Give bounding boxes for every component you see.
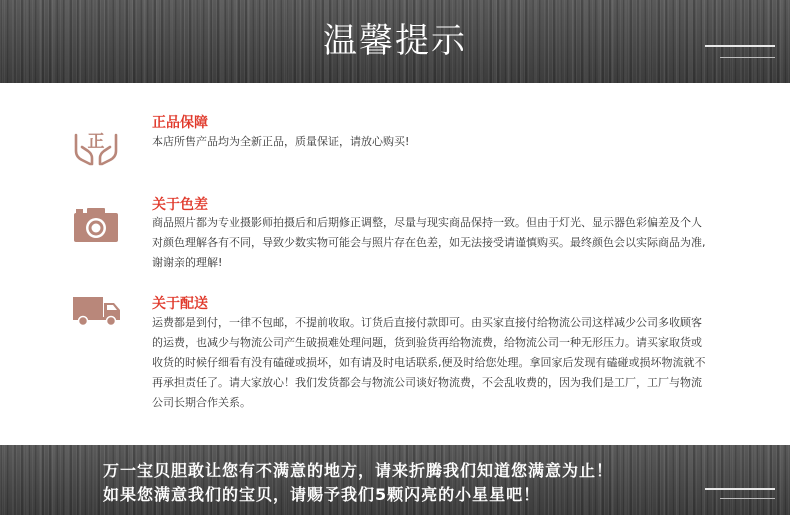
section-heading: 关于配送	[152, 296, 208, 312]
truck-icon	[72, 295, 122, 327]
body-line: 对颜色理解各有不同，导致少数实物可能会与照片存在色差，如无法接受请谨慎购买。最终颜色会以实际商品为准,	[152, 236, 706, 249]
section-heading: 关于色差	[152, 197, 208, 213]
body-line: 运费都是到付，一律不包邮，不提前收取。订货后直接付款即可。由买家直接付给物流公司这样减少公司多收顾客	[152, 316, 702, 329]
section-body	[152, 313, 777, 413]
decorative-line	[705, 488, 775, 490]
body-line: 收货的时候仔细看有没有磕碰或损坏，如有请及时电话联系,便及时给您处理。拿回家后发现有磕碰或损坏物流就不	[152, 356, 706, 369]
hands-icon	[72, 125, 120, 167]
body-line: 商品照片都为专业摄影师拍摄后和后期修正调整，尽量与现实商品保持一致。但由于灯光、显示器色彩偏差及个人	[152, 216, 702, 229]
body-line: 的运费，也减少与物流公司产生破损难处理问题，货到验货再给物流费，给物流公司一种无形压力。请买家取货或	[152, 336, 702, 349]
body-line: 再承担责任了。请大家放心！我们发货都会与物流公司谈好物流费，不会乱收费的，因为我们是工厂，工厂与物流	[152, 376, 702, 389]
decorative-line	[720, 498, 775, 499]
page-title: 温馨提示	[323, 21, 467, 61]
body-line: 公司长期合作关系。	[152, 396, 251, 409]
footer-message-line: 万一宝贝胆敢让您有不满意的地方，请来折腾我们知道您满意为止！	[103, 461, 614, 480]
decorative-line	[720, 57, 775, 58]
section-body	[152, 132, 777, 152]
decorative-line	[705, 45, 775, 47]
body-line: 本店所售产品均为全新正品，质量保证，请放心购买!	[152, 135, 410, 148]
camera-icon	[72, 206, 120, 244]
section-heading: 正品保障	[152, 115, 208, 131]
section-body	[152, 213, 777, 273]
icon-label: 正	[87, 132, 105, 152]
header-banner	[0, 0, 790, 83]
body-line: 谢谢亲的理解!	[152, 256, 223, 269]
footer-message-line: 如果您满意我们的宝贝，请赐予我们5颗闪亮的小星星吧！	[103, 485, 541, 504]
